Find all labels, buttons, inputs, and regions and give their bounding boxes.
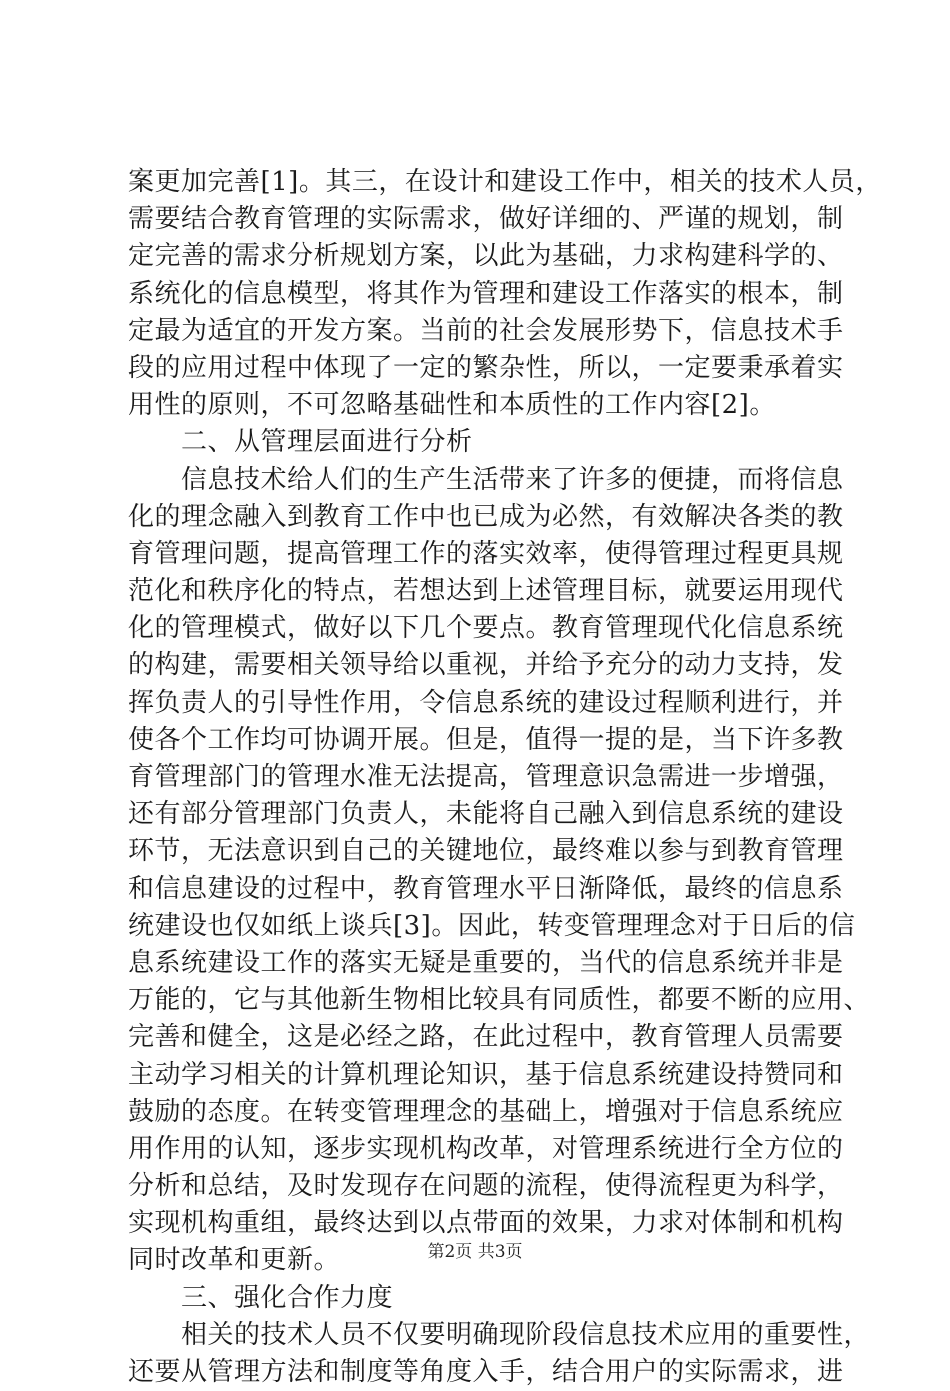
text-line: 定最为适宜的开发方案。当前的社会发展形势下，信息技术手 bbox=[128, 315, 844, 346]
text-line: 定完善的需求分析规划方案，以此为基础，力求构建科学的、 bbox=[128, 241, 844, 272]
text-line: 鼓励的态度。在转变管理理念的基础上，增强对于信息系统应 bbox=[128, 1096, 844, 1127]
text-line: 实现机构重组，最终达到以点带面的效果，力求对体制和机构 bbox=[128, 1208, 844, 1239]
text-line: 万能的，它与其他新生物相比较具有同质性，都要不断的应用、 bbox=[128, 985, 871, 1016]
text-line: 系统化的信息模型，将其作为管理和建设工作落实的根本，制 bbox=[128, 278, 844, 309]
text-line: 化的理念融入到教育工作中也已成为必然，有效解决各类的教 bbox=[128, 501, 844, 532]
text-line: 息系统建设工作的落实无疑是重要的，当代的信息系统并非是 bbox=[128, 947, 844, 978]
text-line: 使各个工作均可协调开展。但是，值得一提的是，当下许多教 bbox=[128, 724, 844, 755]
text-line: 案更加完善[1]。其三，在设计和建设工作中，相关的技术人员， bbox=[128, 167, 882, 197]
page-number-footer: 第2页 共3页 bbox=[427, 1242, 523, 1262]
text-line: 信息技术给人们的生产生活带来了许多的便捷，而将信息 bbox=[128, 464, 844, 495]
text-line: 段的应用过程中体现了一定的繁杂性，所以，一定要秉承着实 bbox=[128, 352, 844, 383]
text-line: 分析和总结，及时发现存在问题的流程，使得流程更为科学， bbox=[128, 1171, 844, 1202]
text-line: 相关的技术人员不仅要明确现阶段信息技术应用的重要性， bbox=[128, 1319, 871, 1350]
text-line: 化的管理模式，做好以下几个要点。教育管理现代化信息系统 bbox=[128, 613, 844, 644]
text-line: 育管理问题，提高管理工作的落实效率，使得管理过程更具规 bbox=[128, 538, 844, 569]
text-line: 育管理部门的管理水准无法提高，管理意识急需进一步增强， bbox=[128, 762, 844, 792]
text-line: 还有部分管理部门负责人，未能将自己融入到信息系统的建设 bbox=[128, 799, 844, 830]
section-heading: 三、强化合作力度 bbox=[128, 1282, 394, 1313]
body-text bbox=[128, 164, 882, 1391]
text-line: 挥负责人的引导性作用，令信息系统的建设过程顺利进行，并 bbox=[128, 687, 844, 718]
section-heading: 二、从管理层面进行分析 bbox=[128, 427, 473, 458]
text-line: 同时改革和更新。 bbox=[128, 1245, 341, 1276]
text-line: 用性的原则，不可忽略基础性和本质性的工作内容[2]。 bbox=[128, 390, 776, 421]
text-line: 完善和健全，这是必经之路，在此过程中，教育管理人员需要 bbox=[128, 1022, 844, 1053]
text-line: 环节，无法意识到自己的关键地位，最终难以参与到教育管理 bbox=[128, 836, 844, 867]
text-line: 统建设也仅如纸上谈兵[3]。因此，转变管理理念对于日后的信 bbox=[128, 910, 856, 941]
text-line: 范化和秩序化的特点，若想达到上述管理目标，就要运用现代 bbox=[128, 576, 844, 607]
text-line: 需要结合教育管理的实际需求，做好详细的、严谨的规划，制 bbox=[128, 204, 844, 235]
text-line: 和信息建设的过程中，教育管理水平日渐降低，最终的信息系 bbox=[128, 873, 844, 904]
text-line: 的构建，需要相关领导给以重视，并给予充分的动力支持，发 bbox=[128, 650, 844, 681]
text-line: 还要从管理方法和制度等角度入手，结合用户的实际需求，进 bbox=[128, 1357, 844, 1387]
text-line: 用作用的认知，逐步实现机构改革，对管理系统进行全方位的 bbox=[128, 1133, 844, 1164]
text-line: 主动学习相关的计算机理论知识，基于信息系统建设持赞同和 bbox=[128, 1059, 844, 1090]
